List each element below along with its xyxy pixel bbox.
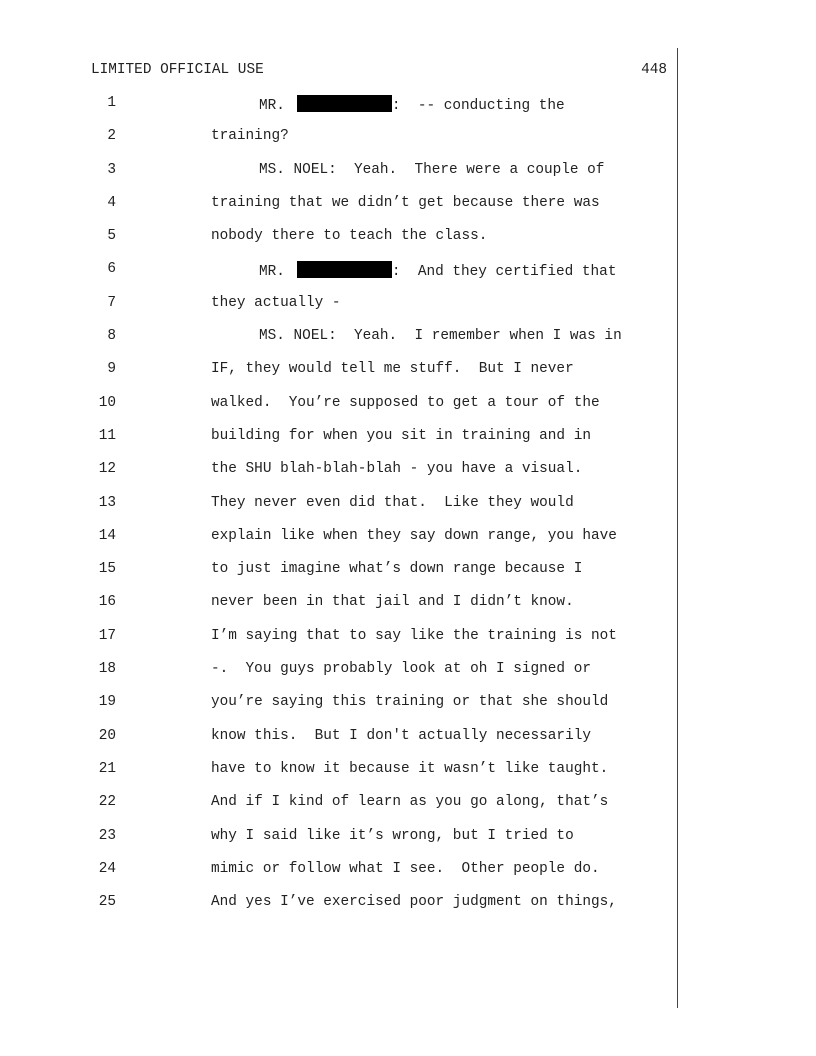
transcript-line <box>0 228 700 261</box>
line-text: they actually - <box>211 294 341 311</box>
transcript-line <box>0 894 700 927</box>
line-text <box>259 261 616 280</box>
line-number: 13 <box>98 494 116 511</box>
transcript-line <box>0 495 700 528</box>
line-number: 20 <box>98 727 116 744</box>
line-number: 8 <box>107 328 116 345</box>
line-number: 19 <box>98 694 116 711</box>
transcript-line <box>0 728 700 761</box>
redaction-bar <box>297 95 392 112</box>
line-text: MS. NOEL: Yeah. I remember when I was in <box>259 328 622 345</box>
line-number: 22 <box>98 794 116 811</box>
line-text: And yes I’ve exercised poor judgment on things, <box>211 894 617 911</box>
line-number: 24 <box>98 860 116 877</box>
line-number: 12 <box>98 461 116 478</box>
line-number: 2 <box>107 128 116 145</box>
line-number: 4 <box>107 194 116 211</box>
transcript-line <box>0 195 700 228</box>
line-number: 11 <box>98 427 116 444</box>
line-number: 5 <box>107 228 116 245</box>
transcript-line <box>0 395 700 428</box>
line-number: 21 <box>98 760 116 777</box>
line-text: explain like when they say down range, you have <box>211 527 617 544</box>
line-text <box>259 95 565 114</box>
transcript-line <box>0 828 700 861</box>
line-text: nobody there to teach the class. <box>211 228 488 245</box>
transcript-lines <box>0 95 700 927</box>
transcript-line <box>0 461 700 494</box>
line-number: 16 <box>98 594 116 611</box>
line-number: 7 <box>107 294 116 311</box>
transcript-line <box>0 528 700 561</box>
transcript-line <box>0 261 700 294</box>
line-text: building for when you sit in training and in <box>211 427 591 444</box>
transcript-line <box>0 694 700 727</box>
line-text: know this. But I don't actually necessarily <box>211 727 591 744</box>
line-remainder: : And they certified that <box>391 264 617 281</box>
line-text: to just imagine what’s down range because I <box>211 561 583 578</box>
line-text: mimic or follow what I see. Other people do. <box>211 860 600 877</box>
line-text: have to know it because it wasn’t like taught. <box>211 760 609 777</box>
line-number: 6 <box>107 261 116 278</box>
line-number: 15 <box>98 561 116 578</box>
transcript-line <box>0 661 700 694</box>
line-text: And if I kind of learn as you go along, that’s <box>211 794 609 811</box>
line-text: walked. You’re supposed to get a tour of the <box>211 394 600 411</box>
transcript-line <box>0 361 700 394</box>
line-number: 14 <box>98 527 116 544</box>
line-text: training that we didn’t get because there was <box>211 194 600 211</box>
line-text: never been in that jail and I didn’t know. <box>211 594 574 611</box>
line-remainder: : -- conducting the <box>391 98 565 114</box>
line-text: MS. NOEL: Yeah. There were a couple of <box>259 161 605 178</box>
transcript-line <box>0 295 700 328</box>
redaction-bar <box>297 261 392 278</box>
classification-header: LIMITED OFFICIAL USE <box>91 62 264 78</box>
line-number: 10 <box>98 394 116 411</box>
transcript-line <box>0 162 700 195</box>
transcript-line <box>0 628 700 661</box>
line-number: 25 <box>98 894 116 911</box>
line-text: They never even did that. Like they would <box>211 494 574 511</box>
line-text: you’re saying this training or that she should <box>211 694 609 711</box>
transcript-line <box>0 128 700 161</box>
transcript-line <box>0 861 700 894</box>
transcript-line <box>0 95 700 128</box>
transcript-line <box>0 328 700 361</box>
transcript-line <box>0 561 700 594</box>
line-text: why I said like it’s wrong, but I tried to <box>211 827 574 844</box>
speaker-prefix: MR. <box>259 98 285 114</box>
line-number: 17 <box>98 627 116 644</box>
transcript-line <box>0 794 700 827</box>
transcript-line <box>0 428 700 461</box>
line-number: 23 <box>98 827 116 844</box>
line-number: 18 <box>98 661 116 678</box>
line-text: IF, they would tell me stuff. But I never <box>211 361 574 378</box>
transcript-line <box>0 594 700 627</box>
line-number: 3 <box>107 161 116 178</box>
line-number: 9 <box>107 361 116 378</box>
speaker-prefix: MR. <box>259 264 285 281</box>
line-number: 1 <box>107 95 116 111</box>
line-text: I’m saying that to say like the training is not <box>211 627 617 644</box>
transcript-line <box>0 761 700 794</box>
line-text: -. You guys probably look at oh I signed or <box>211 661 591 678</box>
page-number: 448 <box>641 62 667 78</box>
line-text: training? <box>211 128 289 145</box>
line-text: the SHU blah-blah-blah - you have a visual. <box>211 461 583 478</box>
